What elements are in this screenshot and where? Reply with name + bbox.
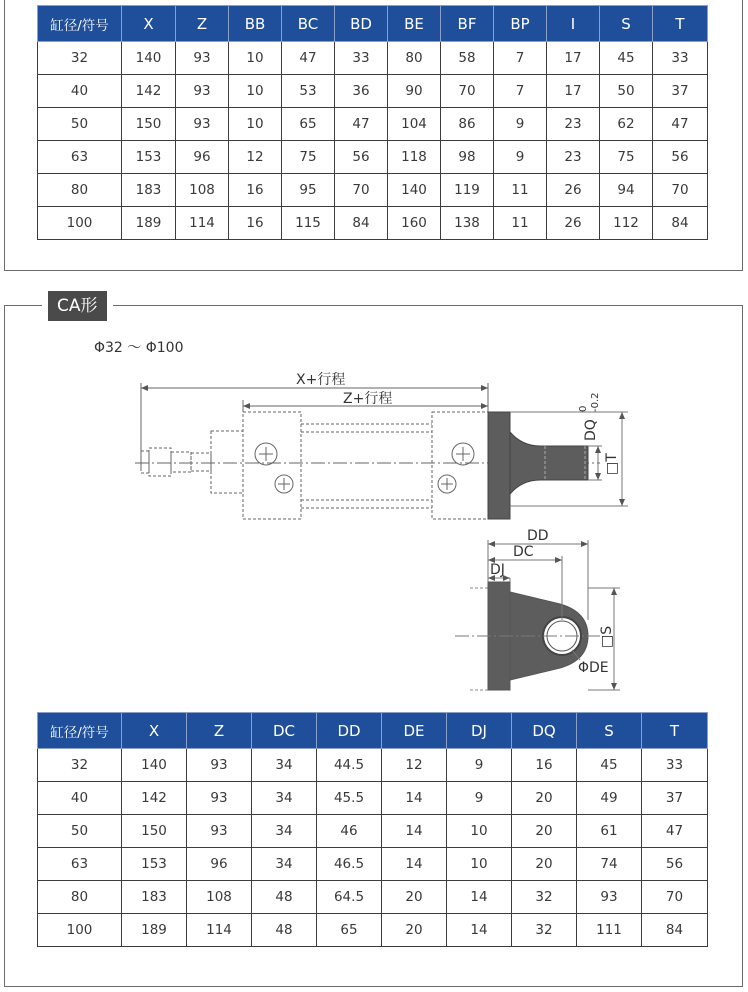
table-cell: 36 (335, 75, 388, 108)
table-cell: 10 (447, 815, 512, 848)
table-cell: 104 (388, 108, 441, 141)
table-cell: 40 (38, 782, 122, 815)
table-cell: 80 (38, 174, 122, 207)
table-cell: 62 (600, 108, 653, 141)
table-cell: 138 (441, 207, 494, 240)
table-cell: 10 (229, 42, 282, 75)
table-cell: 150 (122, 108, 176, 141)
table-header-row (38, 713, 708, 749)
column-header: X (122, 6, 176, 42)
table-cell: 118 (388, 141, 441, 174)
table-cell: 14 (382, 782, 447, 815)
table-cell: 48 (252, 881, 317, 914)
table-cell: 93 (187, 749, 252, 782)
table-cell: 93 (176, 42, 229, 75)
table-cell: 95 (282, 174, 335, 207)
column-header: BF (441, 6, 494, 42)
table-cell: 65 (282, 108, 335, 141)
table-cell: 9 (494, 108, 547, 141)
column-header: S (600, 6, 653, 42)
table-cell: 84 (642, 914, 708, 947)
table-cell: 75 (600, 141, 653, 174)
column-header: DE (382, 713, 447, 749)
dq-tolerance-upper: 0 (578, 405, 589, 412)
table-cell: 50 (38, 108, 122, 141)
table-cell: 20 (512, 815, 577, 848)
table-cell: 9 (447, 782, 512, 815)
table-cell: 112 (600, 207, 653, 240)
table-cell: 10 (229, 108, 282, 141)
table-cell: 65 (317, 914, 382, 947)
table-cell: 44.5 (317, 749, 382, 782)
table-cell: 33 (335, 42, 388, 75)
table-cell: 183 (122, 174, 176, 207)
table-cell: 86 (441, 108, 494, 141)
table-cell: 49 (577, 782, 642, 815)
column-header: Z (176, 6, 229, 42)
table-cell: 84 (335, 207, 388, 240)
bore-range-label: Φ32 ～ Φ100 (94, 340, 184, 356)
table-cell: 142 (122, 782, 187, 815)
table-cell: 160 (388, 207, 441, 240)
column-header: T (653, 6, 708, 42)
table-cell: 80 (388, 42, 441, 75)
table-cell: 12 (229, 141, 282, 174)
dq-tolerance-lower: -0.2 (590, 392, 601, 412)
table-cell: 37 (653, 75, 708, 108)
table-cell: 153 (122, 141, 176, 174)
table-cell: 32 (512, 881, 577, 914)
table-cell: 33 (653, 42, 708, 75)
table-cell: 93 (577, 881, 642, 914)
table-cell: 26 (547, 207, 600, 240)
table-cell: 47 (642, 815, 708, 848)
table-cell: 96 (176, 141, 229, 174)
table-cell: 11 (494, 174, 547, 207)
table-cell: 16 (229, 207, 282, 240)
table-row (38, 848, 708, 881)
column-header: 缸径/符号 (38, 713, 122, 749)
table-cell: 63 (38, 848, 122, 881)
table-row (38, 815, 708, 848)
column-header: BP (494, 6, 547, 42)
table-cell: 48 (252, 914, 317, 947)
table-cell: 33 (642, 749, 708, 782)
de-label: ΦDE (578, 660, 609, 676)
table-cell: 100 (38, 914, 122, 947)
column-header: BC (282, 6, 335, 42)
table-cell: 84 (653, 207, 708, 240)
table-cell: 7 (494, 42, 547, 75)
table-cell: 14 (382, 815, 447, 848)
column-header: Z (187, 713, 252, 749)
table-cell: 23 (547, 108, 600, 141)
column-header: BE (388, 6, 441, 42)
dc-label: DC (513, 544, 534, 560)
table-cell: 45 (577, 749, 642, 782)
table-cell: 119 (441, 174, 494, 207)
table-cell: 50 (38, 815, 122, 848)
dq-label: DQ (583, 419, 599, 441)
table-cell: 53 (282, 75, 335, 108)
column-header: I (547, 6, 600, 42)
x-stroke-label: X+行程 (296, 372, 346, 388)
dd-label: DD (527, 528, 549, 544)
column-header: X (122, 713, 187, 749)
table-cell: 100 (38, 207, 122, 240)
table-cell: 56 (335, 141, 388, 174)
table-row (38, 881, 708, 914)
table-cell: 34 (252, 848, 317, 881)
table-cell: 9 (494, 141, 547, 174)
z-stroke-label: Z+行程 (343, 391, 393, 407)
dimension-table-ca (37, 712, 708, 947)
table-cell: 96 (187, 848, 252, 881)
table-cell: 12 (382, 749, 447, 782)
table-cell: 17 (547, 42, 600, 75)
column-header: S (577, 713, 642, 749)
table-cell: 58 (441, 42, 494, 75)
table-cell: 64.5 (317, 881, 382, 914)
table-cell: 34 (252, 815, 317, 848)
table-cell: 34 (252, 749, 317, 782)
table-cell: 17 (547, 75, 600, 108)
table-cell: 93 (176, 108, 229, 141)
table-cell: 26 (547, 174, 600, 207)
table-cell: 23 (547, 141, 600, 174)
table-cell: 189 (122, 207, 176, 240)
table-cell: 50 (600, 75, 653, 108)
table-cell: 140 (122, 749, 187, 782)
table-row (38, 782, 708, 815)
table-row (38, 914, 708, 947)
table-cell: 75 (282, 141, 335, 174)
column-header: DJ (447, 713, 512, 749)
table-cell: 34 (252, 782, 317, 815)
table-cell: 47 (653, 108, 708, 141)
table-cell: 7 (494, 75, 547, 108)
table-cell: 111 (577, 914, 642, 947)
table-cell: 37 (642, 782, 708, 815)
table-cell: 140 (388, 174, 441, 207)
table-cell: 140 (122, 42, 176, 75)
column-header: T (642, 713, 708, 749)
table-cell: 114 (187, 914, 252, 947)
column-header: BD (335, 6, 388, 42)
table-cell: 93 (187, 782, 252, 815)
table-cell: 11 (494, 207, 547, 240)
table-cell: 14 (447, 914, 512, 947)
table-cell: 98 (441, 141, 494, 174)
table-cell: 108 (187, 881, 252, 914)
table-cell: 10 (229, 75, 282, 108)
table-cell: 189 (122, 914, 187, 947)
table-cell: 70 (335, 174, 388, 207)
table-cell: 46.5 (317, 848, 382, 881)
table-cell: 47 (282, 42, 335, 75)
column-header: DQ (512, 713, 577, 749)
table-cell: 94 (600, 174, 653, 207)
table-cell: 40 (38, 75, 122, 108)
table-cell: 115 (282, 207, 335, 240)
column-header: DD (317, 713, 382, 749)
table-cell: 16 (229, 174, 282, 207)
table-cell: 142 (122, 75, 176, 108)
table-cell: 32 (512, 914, 577, 947)
table-cell: 14 (447, 881, 512, 914)
table-cell: 61 (577, 815, 642, 848)
table-cell: 10 (447, 848, 512, 881)
table-cell: 153 (122, 848, 187, 881)
table-cell: 93 (187, 815, 252, 848)
table-cell: 114 (176, 207, 229, 240)
table-cell: 56 (653, 141, 708, 174)
table-cell: 14 (382, 848, 447, 881)
table-cell: 80 (38, 881, 122, 914)
t-label: □T (604, 453, 620, 475)
table-cell: 93 (176, 75, 229, 108)
table-cell: 46 (317, 815, 382, 848)
table-cell: 20 (512, 782, 577, 815)
table-cell: 20 (512, 848, 577, 881)
column-header: 缸径/符号 (38, 6, 122, 42)
column-header: BB (229, 6, 282, 42)
dj-label: DJ (490, 562, 505, 578)
table-cell: 70 (642, 881, 708, 914)
table-cell: 9 (447, 749, 512, 782)
table-cell: 32 (38, 749, 122, 782)
table-cell: 47 (335, 108, 388, 141)
table-cell: 70 (441, 75, 494, 108)
table-cell: 45.5 (317, 782, 382, 815)
table-cell: 70 (653, 174, 708, 207)
column-header: DC (252, 713, 317, 749)
table-cell: 45 (600, 42, 653, 75)
table-cell: 56 (642, 848, 708, 881)
table-cell: 183 (122, 881, 187, 914)
table-row (38, 749, 708, 782)
table-cell: 74 (577, 848, 642, 881)
table-cell: 150 (122, 815, 187, 848)
table-cell: 63 (38, 141, 122, 174)
table-cell: 20 (382, 914, 447, 947)
table-cell: 32 (38, 42, 122, 75)
table-cell: 16 (512, 749, 577, 782)
table-cell: 108 (176, 174, 229, 207)
table-cell: 20 (382, 881, 447, 914)
section-title: CA形 (48, 291, 107, 321)
s-label: □S (599, 625, 615, 648)
table-cell: 90 (388, 75, 441, 108)
